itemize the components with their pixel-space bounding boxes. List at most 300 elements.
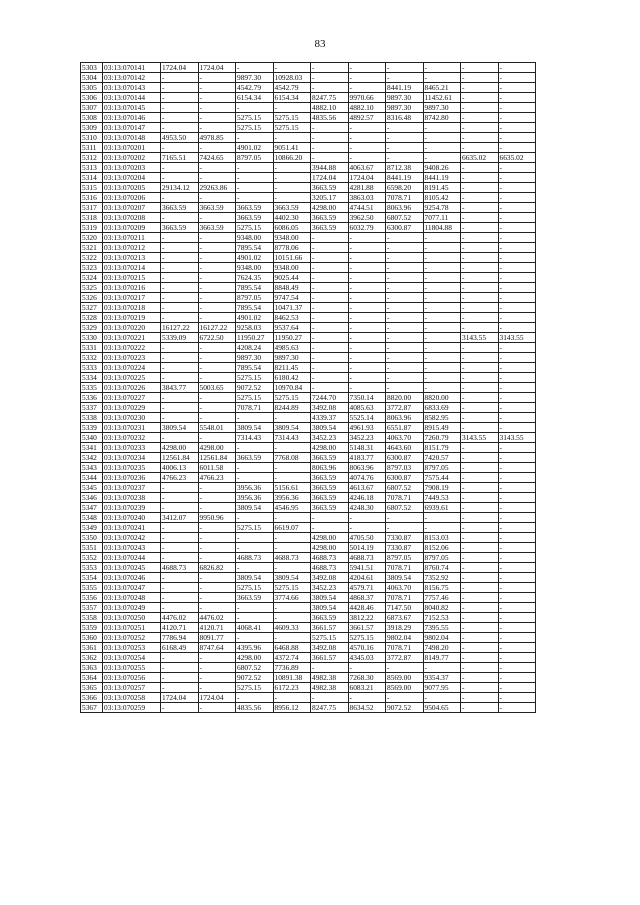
- table-cell: -: [498, 463, 536, 473]
- table-cell: -: [461, 453, 499, 463]
- table-cell: 03:13:070209: [103, 223, 161, 233]
- table-cell: 8915.49: [423, 423, 461, 433]
- table-cell: 6011.58: [198, 463, 236, 473]
- table-row: [81, 393, 536, 403]
- table-row: [81, 603, 536, 613]
- table-cell: 9408.26: [423, 163, 461, 173]
- table-cell: 03:13:070232: [103, 433, 161, 443]
- table-cell: 9970.66: [348, 93, 386, 103]
- table-cell: 5314: [81, 173, 103, 183]
- table-cell: 4688.73: [311, 563, 349, 573]
- table-cell: -: [461, 623, 499, 633]
- table-cell: -: [198, 213, 236, 223]
- table-cell: 6168.49: [161, 643, 199, 653]
- table-cell: 5316: [81, 193, 103, 203]
- table-cell: 5346: [81, 493, 103, 503]
- table-cell: -: [423, 513, 461, 523]
- table-cell: -: [348, 283, 386, 293]
- table-cell: 4345.03: [348, 653, 386, 663]
- table-cell: -: [198, 83, 236, 93]
- table-cell: -: [461, 543, 499, 553]
- table-cell: 8797.03: [386, 463, 424, 473]
- table-cell: -: [198, 533, 236, 543]
- table-cell: -: [498, 103, 536, 113]
- table-cell: 4766.23: [161, 473, 199, 483]
- table-cell: -: [161, 263, 199, 273]
- table-cell: 03:13:070243: [103, 543, 161, 553]
- table-cell: 1724.04: [198, 63, 236, 73]
- table-cell: 10928.03: [273, 73, 311, 83]
- table-row: [81, 303, 536, 313]
- table-cell: 9072.52: [236, 673, 274, 683]
- table-cell: -: [461, 353, 499, 363]
- table-cell: 9348.00: [273, 233, 311, 243]
- table-cell: 5312: [81, 153, 103, 163]
- table-cell: 03:13:070222: [103, 343, 161, 353]
- table-cell: -: [461, 133, 499, 143]
- table-cell: 5321: [81, 243, 103, 253]
- table-cell: 5275.15: [236, 683, 274, 693]
- table-row: [81, 383, 536, 393]
- table-cell: -: [348, 663, 386, 673]
- table-row: [81, 503, 536, 513]
- table-cell: 7078.71: [386, 643, 424, 653]
- table-cell: 7268.30: [348, 673, 386, 683]
- table-cell: -: [498, 663, 536, 673]
- table-cell: -: [348, 273, 386, 283]
- table-cell: 7352.92: [423, 573, 461, 583]
- table-cell: 03:13:070256: [103, 673, 161, 683]
- table-cell: -: [198, 343, 236, 353]
- table-cell: 03:13:070141: [103, 63, 161, 73]
- table-cell: 03:13:070205: [103, 183, 161, 193]
- table-cell: -: [273, 103, 311, 113]
- table-cell: 3956.36: [236, 493, 274, 503]
- table-cell: 5356: [81, 593, 103, 603]
- table-cell: -: [423, 63, 461, 73]
- table-cell: -: [236, 543, 274, 553]
- table-cell: 5351: [81, 543, 103, 553]
- table-cell: 5309: [81, 123, 103, 133]
- table-cell: 6083.21: [348, 683, 386, 693]
- table-cell: -: [273, 563, 311, 573]
- table-row: [81, 373, 536, 383]
- table-cell: 5362: [81, 653, 103, 663]
- table-cell: 6032.79: [348, 223, 386, 233]
- table-row: [81, 363, 536, 373]
- table-cell: -: [423, 303, 461, 313]
- table-cell: -: [161, 583, 199, 593]
- table-cell: 4961.93: [348, 423, 386, 433]
- table-cell: -: [386, 253, 424, 263]
- table-cell: 03:13:070212: [103, 243, 161, 253]
- table-cell: 03:13:070236: [103, 473, 161, 483]
- table-cell: -: [161, 653, 199, 663]
- table-cell: -: [198, 103, 236, 113]
- table-cell: -: [348, 513, 386, 523]
- table-row: [81, 353, 536, 363]
- table-cell: 8040.82: [423, 603, 461, 613]
- table-cell: 8797.05: [423, 463, 461, 473]
- table-cell: -: [198, 243, 236, 253]
- table-cell: 12561.84: [198, 453, 236, 463]
- table-cell: 3205.17: [311, 193, 349, 203]
- table-cell: 3809.54: [236, 503, 274, 513]
- table-cell: 8797.05: [236, 293, 274, 303]
- table-cell: -: [198, 683, 236, 693]
- table-cell: 5322: [81, 253, 103, 263]
- table-cell: 5363: [81, 663, 103, 673]
- table-cell: -: [311, 523, 349, 533]
- table-cell: 03:13:070250: [103, 613, 161, 623]
- table-cell: 8569.00: [386, 673, 424, 683]
- table-row: [81, 553, 536, 563]
- table-cell: -: [348, 363, 386, 373]
- table-cell: -: [236, 133, 274, 143]
- table-row: [81, 453, 536, 463]
- table-cell: -: [348, 243, 386, 253]
- table-cell: -: [311, 243, 349, 253]
- table-cell: 4892.57: [348, 113, 386, 123]
- table-cell: -: [348, 293, 386, 303]
- table-row: [81, 623, 536, 633]
- table-cell: -: [161, 113, 199, 123]
- table-cell: 03:13:070253: [103, 643, 161, 653]
- table-cell: -: [498, 83, 536, 93]
- table-cell: 5304: [81, 73, 103, 83]
- table-cell: 10970.84: [273, 383, 311, 393]
- table-cell: 4953.50: [161, 133, 199, 143]
- table-cell: -: [311, 663, 349, 673]
- table-cell: 8820.00: [386, 393, 424, 403]
- table-cell: -: [273, 133, 311, 143]
- table-cell: -: [498, 233, 536, 243]
- table-cell: 9025.44: [273, 273, 311, 283]
- table-cell: 5307: [81, 103, 103, 113]
- table-cell: 03:13:070148: [103, 133, 161, 143]
- table-cell: -: [311, 343, 349, 353]
- table-cell: 4688.73: [273, 553, 311, 563]
- table-cell: 10151.66: [273, 253, 311, 263]
- table-cell: 6722.50: [198, 333, 236, 343]
- table-cell: 4705.50: [348, 533, 386, 543]
- table-cell: -: [161, 93, 199, 103]
- table-cell: 4183.77: [348, 453, 386, 463]
- table-cell: 4068.41: [236, 623, 274, 633]
- table-cell: 4298.00: [161, 443, 199, 453]
- table-row: [81, 123, 536, 133]
- table-cell: -: [386, 143, 424, 153]
- table-cell: 3663.59: [273, 203, 311, 213]
- table-cell: -: [461, 533, 499, 543]
- table-cell: 03:13:070238: [103, 493, 161, 503]
- table-cell: -: [161, 253, 199, 263]
- table-cell: -: [423, 363, 461, 373]
- table-cell: 03:13:070219: [103, 313, 161, 323]
- table-cell: 4074.76: [348, 473, 386, 483]
- table-cell: -: [311, 303, 349, 313]
- table-cell: 3809.54: [236, 573, 274, 583]
- table-cell: -: [236, 413, 274, 423]
- table-cell: -: [461, 343, 499, 353]
- table-cell: 3809.54: [273, 573, 311, 583]
- table-cell: 03:13:070213: [103, 253, 161, 263]
- table-cell: -: [348, 133, 386, 143]
- table-cell: 4339.37: [311, 413, 349, 423]
- table-cell: -: [386, 123, 424, 133]
- table-cell: -: [273, 173, 311, 183]
- table-cell: 4246.18: [348, 493, 386, 503]
- table-cell: -: [311, 233, 349, 243]
- table-cell: 4868.37: [348, 593, 386, 603]
- table-cell: -: [198, 283, 236, 293]
- table-cell: 8569.00: [386, 683, 424, 693]
- table-cell: 03:13:070207: [103, 203, 161, 213]
- table-cell: 6635.02: [498, 153, 536, 163]
- table-cell: 5014.19: [348, 543, 386, 553]
- table-cell: 5525.14: [348, 413, 386, 423]
- table-cell: 12561.84: [161, 453, 199, 463]
- table-cell: 3661.57: [348, 623, 386, 633]
- table-cell: -: [198, 313, 236, 323]
- table-cell: 9348.00: [236, 263, 274, 273]
- table-cell: 3661.57: [311, 653, 349, 663]
- table-cell: -: [386, 263, 424, 273]
- table-cell: 8063.96: [386, 413, 424, 423]
- table-cell: -: [461, 283, 499, 293]
- table-cell: -: [498, 493, 536, 503]
- table-cell: 03:13:070230: [103, 413, 161, 423]
- table-cell: 03:13:070247: [103, 583, 161, 593]
- table-cell: -: [236, 183, 274, 193]
- table-cell: 03:13:070221: [103, 333, 161, 343]
- table-cell: -: [236, 463, 274, 473]
- table-cell: 9897.30: [423, 103, 461, 113]
- table-cell: 6154.34: [273, 93, 311, 103]
- table-cell: 4120.71: [161, 623, 199, 633]
- table-cell: 3492.08: [311, 573, 349, 583]
- table-cell: -: [498, 693, 536, 703]
- table-cell: -: [498, 523, 536, 533]
- table-cell: -: [386, 333, 424, 343]
- table-cell: -: [236, 613, 274, 623]
- table-cell: 03:13:070203: [103, 163, 161, 173]
- table-cell: 5319: [81, 223, 103, 233]
- table-cell: -: [461, 523, 499, 533]
- table-cell: 5355: [81, 583, 103, 593]
- table-cell: -: [348, 233, 386, 243]
- table-cell: 5340: [81, 433, 103, 443]
- table-cell: -: [423, 663, 461, 673]
- table-cell: -: [311, 513, 349, 523]
- table-cell: -: [161, 83, 199, 93]
- table-cell: 03:13:070144: [103, 93, 161, 103]
- table-cell: 5325: [81, 283, 103, 293]
- table-cell: -: [423, 383, 461, 393]
- table-row: [81, 633, 536, 643]
- table-row: [81, 543, 536, 553]
- table-cell: 4063.70: [386, 583, 424, 593]
- table-cell: 6826.82: [198, 563, 236, 573]
- table-cell: -: [198, 193, 236, 203]
- table-cell: 8149.77: [423, 653, 461, 663]
- table-cell: 5345: [81, 483, 103, 493]
- table-row: [81, 143, 536, 153]
- table-cell: 1724.04: [198, 693, 236, 703]
- table-cell: 8247.75: [311, 703, 349, 713]
- table-cell: -: [161, 273, 199, 283]
- table-cell: 5548.01: [198, 423, 236, 433]
- table-cell: 4298.00: [311, 533, 349, 543]
- table-row: [81, 683, 536, 693]
- table-cell: 4204.61: [348, 573, 386, 583]
- table-cell: -: [461, 383, 499, 393]
- table-cell: -: [498, 643, 536, 653]
- table-cell: -: [386, 383, 424, 393]
- table-row: [81, 343, 536, 353]
- table-cell: -: [461, 693, 499, 703]
- table-row: [81, 313, 536, 323]
- table-row: [81, 163, 536, 173]
- data-table: [80, 62, 536, 713]
- table-cell: -: [498, 583, 536, 593]
- table-cell: -: [311, 333, 349, 343]
- table-cell: 6619.07: [273, 523, 311, 533]
- table-cell: -: [161, 363, 199, 373]
- table-cell: 9802.04: [423, 633, 461, 643]
- table-cell: 8778.06: [273, 243, 311, 253]
- table-cell: 8151.79: [423, 443, 461, 453]
- table-cell: 6300.87: [386, 223, 424, 233]
- table-cell: -: [498, 573, 536, 583]
- table-cell: -: [461, 613, 499, 623]
- table-cell: 5353: [81, 563, 103, 573]
- table-cell: -: [348, 143, 386, 153]
- table-cell: 4766.23: [198, 473, 236, 483]
- table-cell: -: [198, 113, 236, 123]
- table-cell: -: [198, 123, 236, 133]
- table-cell: 9897.30: [236, 353, 274, 363]
- table-cell: -: [498, 653, 536, 663]
- table-cell: 5339: [81, 423, 103, 433]
- table-cell: -: [386, 513, 424, 523]
- table-cell: -: [348, 523, 386, 533]
- table-cell: 5341: [81, 443, 103, 453]
- table-cell: -: [236, 473, 274, 483]
- table-cell: 8712.38: [386, 163, 424, 173]
- table-cell: 5275.15: [348, 633, 386, 643]
- table-cell: -: [461, 703, 499, 713]
- table-row: [81, 253, 536, 263]
- table-cell: -: [198, 273, 236, 283]
- table-cell: 5275.15: [273, 123, 311, 133]
- table-cell: 5347: [81, 503, 103, 513]
- table-cell: 9897.30: [386, 103, 424, 113]
- table-cell: -: [273, 163, 311, 173]
- table-cell: 03:13:070215: [103, 273, 161, 283]
- table-cell: 9077.95: [423, 683, 461, 693]
- table-row: [81, 333, 536, 343]
- table-cell: -: [461, 413, 499, 423]
- table-cell: 5003.65: [198, 383, 236, 393]
- table-cell: 7330.87: [386, 543, 424, 553]
- table-cell: -: [461, 63, 499, 73]
- table-row: [81, 483, 536, 493]
- table-cell: 11452.61: [423, 93, 461, 103]
- table-cell: 29263.86: [198, 183, 236, 193]
- table-cell: -: [498, 313, 536, 323]
- table-cell: -: [273, 473, 311, 483]
- table-cell: 8063.96: [386, 203, 424, 213]
- table-cell: -: [311, 693, 349, 703]
- table-cell: -: [461, 303, 499, 313]
- table-cell: -: [461, 263, 499, 273]
- table-cell: 3143.55: [461, 433, 499, 443]
- table-cell: -: [236, 103, 274, 113]
- table-cell: -: [461, 673, 499, 683]
- table-cell: 3663.59: [236, 593, 274, 603]
- table-cell: -: [198, 173, 236, 183]
- table-cell: 5331: [81, 343, 103, 353]
- table-cell: -: [461, 493, 499, 503]
- table-cell: 5326: [81, 293, 103, 303]
- table-cell: 03:13:070257: [103, 683, 161, 693]
- table-cell: 4744.51: [348, 203, 386, 213]
- table-cell: -: [236, 533, 274, 543]
- table-cell: -: [461, 603, 499, 613]
- table-cell: 6300.87: [386, 453, 424, 463]
- table-cell: 7624.35: [236, 273, 274, 283]
- table-cell: -: [386, 323, 424, 333]
- table-cell: 03:13:070241: [103, 523, 161, 533]
- table-cell: 3492.08: [311, 403, 349, 413]
- table-cell: 03:13:070233: [103, 443, 161, 453]
- table-cell: 5275.15: [311, 633, 349, 643]
- table-cell: 4901.02: [236, 313, 274, 323]
- table-cell: 4546.95: [273, 503, 311, 513]
- table-cell: 4476.02: [161, 613, 199, 623]
- table-cell: -: [461, 143, 499, 153]
- table-cell: -: [498, 403, 536, 413]
- table-row: [81, 673, 536, 683]
- table-cell: -: [498, 353, 536, 363]
- table-cell: 7152.53: [423, 613, 461, 623]
- table-cell: -: [198, 493, 236, 503]
- table-cell: -: [273, 513, 311, 523]
- table-cell: -: [423, 373, 461, 383]
- table-cell: -: [461, 103, 499, 113]
- table-cell: -: [161, 433, 199, 443]
- table-cell: 3143.55: [498, 333, 536, 343]
- table-row: [81, 443, 536, 453]
- table-cell: -: [498, 423, 536, 433]
- table-cell: -: [236, 163, 274, 173]
- table-cell: -: [311, 293, 349, 303]
- table-cell: -: [461, 233, 499, 243]
- table-cell: 03:13:070146: [103, 113, 161, 123]
- table-cell: -: [423, 293, 461, 303]
- table-cell: -: [423, 253, 461, 263]
- table-cell: 3661.57: [311, 623, 349, 633]
- table-cell: 03:13:070245: [103, 563, 161, 573]
- table-cell: 5343: [81, 463, 103, 473]
- table-cell: 8063.96: [311, 463, 349, 473]
- table-cell: 5275.15: [236, 373, 274, 383]
- table-cell: -: [498, 263, 536, 273]
- table-cell: -: [498, 123, 536, 133]
- table-row: [81, 93, 536, 103]
- table-cell: 4609.33: [273, 623, 311, 633]
